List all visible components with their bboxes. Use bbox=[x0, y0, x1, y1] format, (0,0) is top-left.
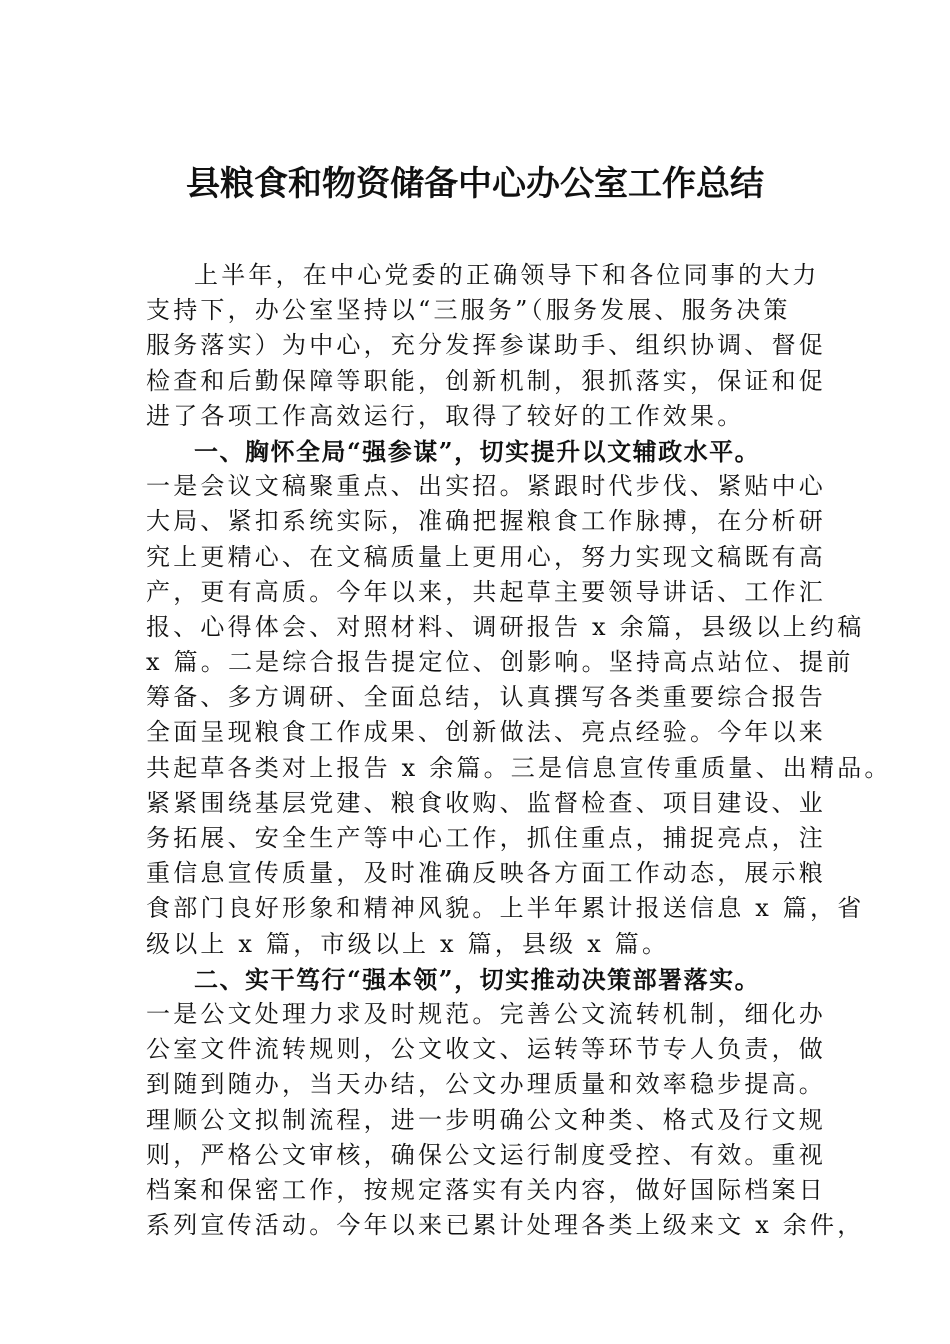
section-1-line-3: 究上更精心、在文稿质量上更用心，努力实现文稿既有高 bbox=[146, 542, 826, 571]
section-2-line-3: 到随到随办，当天办结，公文办理质量和效率稳步提高。 bbox=[146, 1070, 826, 1099]
section-2-line-7: 系列宣传活动。今年以来已累计处理各类上级来文 x 余件， bbox=[146, 1211, 865, 1240]
section-1-line-13: 食部门良好形象和精神风貌。上半年累计报送信息 x 篇，省 bbox=[146, 894, 865, 923]
section-2-line-1: 一是公文处理力求及时规范。完善公文流转机制，细化办 bbox=[146, 999, 826, 1028]
section-1-line-11: 务拓展、安全生产等中心工作，抓住重点，捕捉亮点，注 bbox=[146, 824, 826, 852]
section-1-line-10: 紧紧围绕基层党建、粮食收购、监督检查、项目建设、业 bbox=[146, 788, 826, 817]
section-2-line-6: 档案和保密工作，按规定落实有关内容，做好国际档案日 bbox=[146, 1175, 826, 1204]
section-heading-1: 一、胸怀全局“强参谋”，切实提升以文辅政水平。 bbox=[194, 436, 761, 466]
section-2-line-5: 则，严格公文审核，确保公文运行制度受控、有效。重视 bbox=[146, 1140, 826, 1169]
section-1-line-14: 级以上 x 篇，市级以上 x 篇，县级 x 篇。 bbox=[146, 929, 670, 958]
section-2-line-2: 公室文件流转规则，公文收文、运转等环节专人负责，做 bbox=[146, 1035, 826, 1064]
paragraph-intro-line-1: 上半年，在中心党委的正确领导下和各位同事的大力 bbox=[194, 261, 820, 289]
section-1-line-8: 全面呈现粮食工作成果、创新做法、亮点经验。今年以来 bbox=[146, 718, 826, 747]
section-heading-2: 二、实干笃行“强本领”，切实推动决策部署落实。 bbox=[194, 964, 761, 994]
document-body bbox=[146, 258, 892, 1243]
paragraph-intro-line-3: 服务落实）为中心，充分发挥参谋助手、组织协调、督促 bbox=[146, 331, 826, 360]
paragraph-intro-line-5: 进了各项工作高效运行，取得了较好的工作效果。 bbox=[146, 401, 745, 430]
document-title: 县粮食和物资储备中心办公室工作总结 bbox=[186, 164, 764, 204]
paragraph-intro-line-2: 支持下，办公室坚持以“三服务”（服务发展、服务决策 bbox=[146, 296, 791, 325]
section-1-line-7: 筹备、多方调研、全面总结，认真撰写各类重要综合报告 bbox=[146, 683, 826, 712]
section-1-line-1: 一是会议文稿聚重点、出实招。紧跟时代步伐、紧贴中心 bbox=[146, 472, 826, 501]
section-1-line-4: 产，更有高质。今年以来，共起草主要领导讲话、工作汇 bbox=[146, 577, 826, 606]
section-1-line-2: 大局、紧扣系统实际，准确把握粮食工作脉搏，在分析研 bbox=[146, 507, 826, 536]
section-1-line-9: 共起草各类对上报告 x 余篇。三是信息宣传重质量、出精品。 bbox=[146, 753, 892, 782]
section-2-line-4: 理顺公文拟制流程，进一步明确公文种类、格式及行文规 bbox=[146, 1105, 826, 1134]
section-1-line-6: x 篇。二是综合报告提定位、创影响。坚持高点站位、提前 bbox=[146, 648, 854, 677]
paragraph-intro-line-4: 检查和后勤保障等职能，创新机制，狠抓落实，保证和促 bbox=[146, 366, 826, 395]
section-1-line-12: 重信息宣传质量，及时准确反映各方面工作动态，展示粮 bbox=[146, 859, 826, 888]
section-1-line-5: 报、心得体会、对照材料、调研报告 x 余篇，县级以上约稿 bbox=[146, 612, 865, 641]
